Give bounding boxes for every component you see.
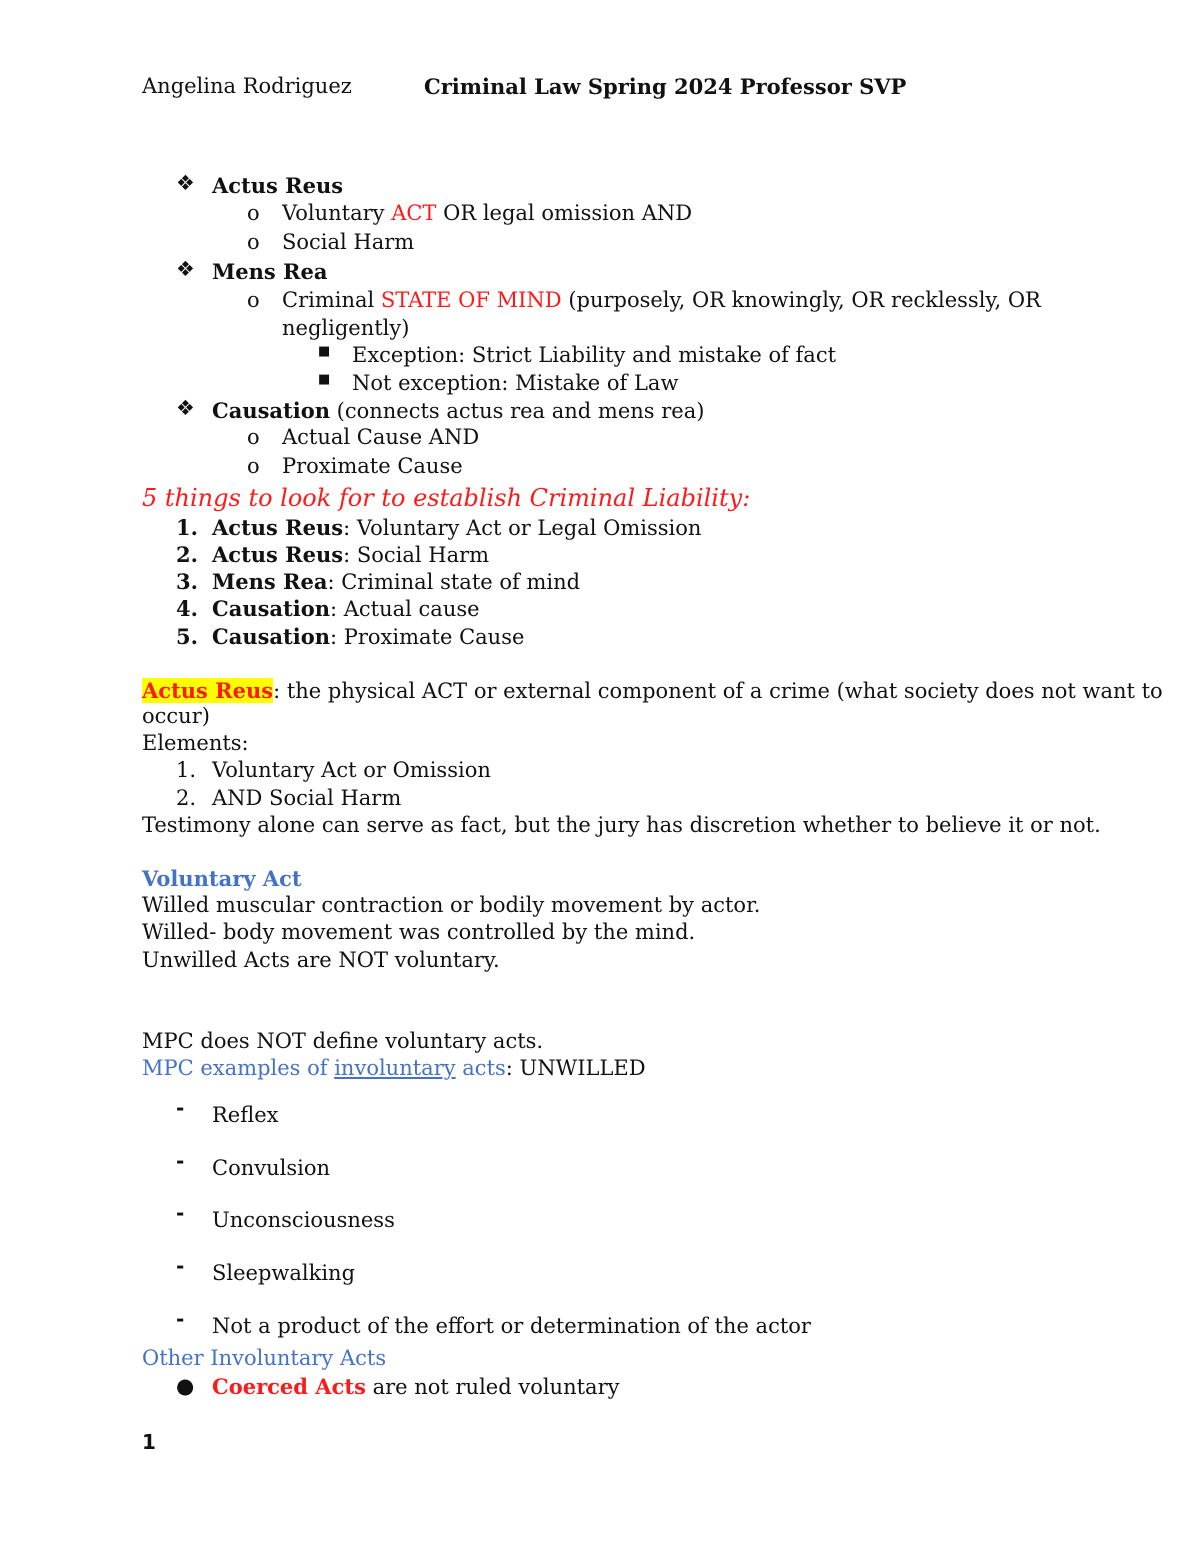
dash-bullet-icon: - [176, 1149, 185, 1173]
elements-label: Elements: [142, 731, 249, 755]
list-item: Causation: Proximate Cause [212, 624, 525, 649]
list-number: 1. [176, 758, 197, 782]
page-number: 1 [142, 1430, 156, 1454]
hollow-circle-bullet-icon: o [247, 201, 260, 225]
outline-causation-item-2: Proximate Cause [282, 454, 463, 478]
element-item-1: Voluntary Act or Omission [212, 758, 491, 782]
voluntary-act-line-2: Willed- body movement was controlled by the mind. [142, 920, 696, 944]
actus-reus-definition: Actus Reus: the physical ACT or external component of a crime (what society does not want to [142, 678, 1163, 703]
list-item: Causation: Actual cause [212, 596, 480, 621]
mpc-example-item: Unconsciousness [212, 1208, 395, 1232]
mpc-example-item: Reflex [212, 1103, 279, 1127]
outline-mens-rea-sub-2: Not exception: Mistake of Law [352, 371, 679, 395]
five-things-title: 5 things to look for to establish Criminal Liability: [142, 484, 751, 512]
dash-bullet-icon: - [176, 1254, 185, 1278]
hollow-circle-bullet-icon: o [247, 288, 260, 312]
voluntary-act-line-3: Unwilled Acts are NOT voluntary. [142, 948, 500, 972]
other-involuntary-heading: Other Involuntary Acts [142, 1346, 387, 1370]
list-number: 4. [176, 596, 198, 621]
header-course-title: Criminal Law Spring 2024 Professor SVP [424, 74, 907, 99]
four-diamond-bullet-icon: ❖ [176, 171, 195, 195]
outline-mens-rea-item-1: Criminal STATE OF MIND (purposely, OR knowingly, OR recklessly, OR [282, 288, 1041, 312]
voluntary-act-line-1: Willed muscular contraction or bodily movement by actor. [142, 893, 761, 917]
outline-mens-rea-item-1-continued: negligently) [282, 316, 410, 340]
dash-bullet-icon: - [176, 1201, 185, 1225]
mpc-definition-note: MPC does NOT define voluntary acts. [142, 1029, 544, 1053]
list-item: Actus Reus: Voluntary Act or Legal Omission [212, 515, 702, 540]
list-number: 3. [176, 569, 198, 594]
list-number: 1. [176, 515, 198, 540]
list-number: 5. [176, 624, 198, 649]
outline-causation-heading: Causation (connects actus rea and mens rea) [212, 398, 705, 423]
testimony-note: Testimony alone can serve as fact, but the jury has discretion whether to believe it or not. [142, 813, 1101, 837]
list-number: 2. [176, 542, 198, 567]
hollow-circle-bullet-icon: o [247, 230, 260, 254]
mpc-example-item: Not a product of the effort or determination of the actor [212, 1314, 811, 1338]
list-item: Actus Reus: Social Harm [212, 542, 490, 567]
hollow-circle-bullet-icon: o [247, 454, 260, 478]
dash-bullet-icon: - [176, 1096, 185, 1120]
list-number: 2. [176, 786, 197, 810]
outline-mens-rea-sub-1: Exception: Strict Liability and mistake of fact [352, 343, 837, 367]
mpc-example-item: Sleepwalking [212, 1261, 356, 1285]
involuntary-link[interactable]: involuntary [334, 1056, 456, 1080]
hollow-circle-bullet-icon: o [247, 425, 260, 449]
outline-actus-reus-item-1: Voluntary ACT OR legal omission AND [282, 201, 693, 225]
coerced-acts-item: Coerced Acts are not ruled voluntary [212, 1374, 620, 1399]
outline-mens-rea-heading: Mens Rea [212, 259, 328, 284]
filled-circle-bullet-icon: ● [176, 1374, 195, 1398]
element-item-2: AND Social Harm [212, 786, 402, 810]
outline-actus-reus-item-2: Social Harm [282, 230, 415, 254]
header-author: Angelina Rodriguez [142, 74, 352, 98]
dash-bullet-icon: - [176, 1307, 185, 1331]
list-item: Mens Rea: Criminal state of mind [212, 569, 581, 594]
mpc-example-item: Convulsion [212, 1156, 331, 1180]
square-bullet-icon: ■ [318, 372, 331, 387]
four-diamond-bullet-icon: ❖ [176, 396, 195, 420]
mpc-examples-heading: MPC examples of involuntary acts: UNWILLED [142, 1056, 646, 1080]
four-diamond-bullet-icon: ❖ [176, 257, 195, 281]
actus-reus-definition-continued: occur) [142, 704, 210, 728]
outline-actus-reus-heading: Actus Reus [212, 173, 344, 198]
outline-causation-item-1: Actual Cause AND [282, 425, 480, 449]
square-bullet-icon: ■ [318, 344, 331, 359]
voluntary-act-heading: Voluntary Act [142, 866, 302, 891]
